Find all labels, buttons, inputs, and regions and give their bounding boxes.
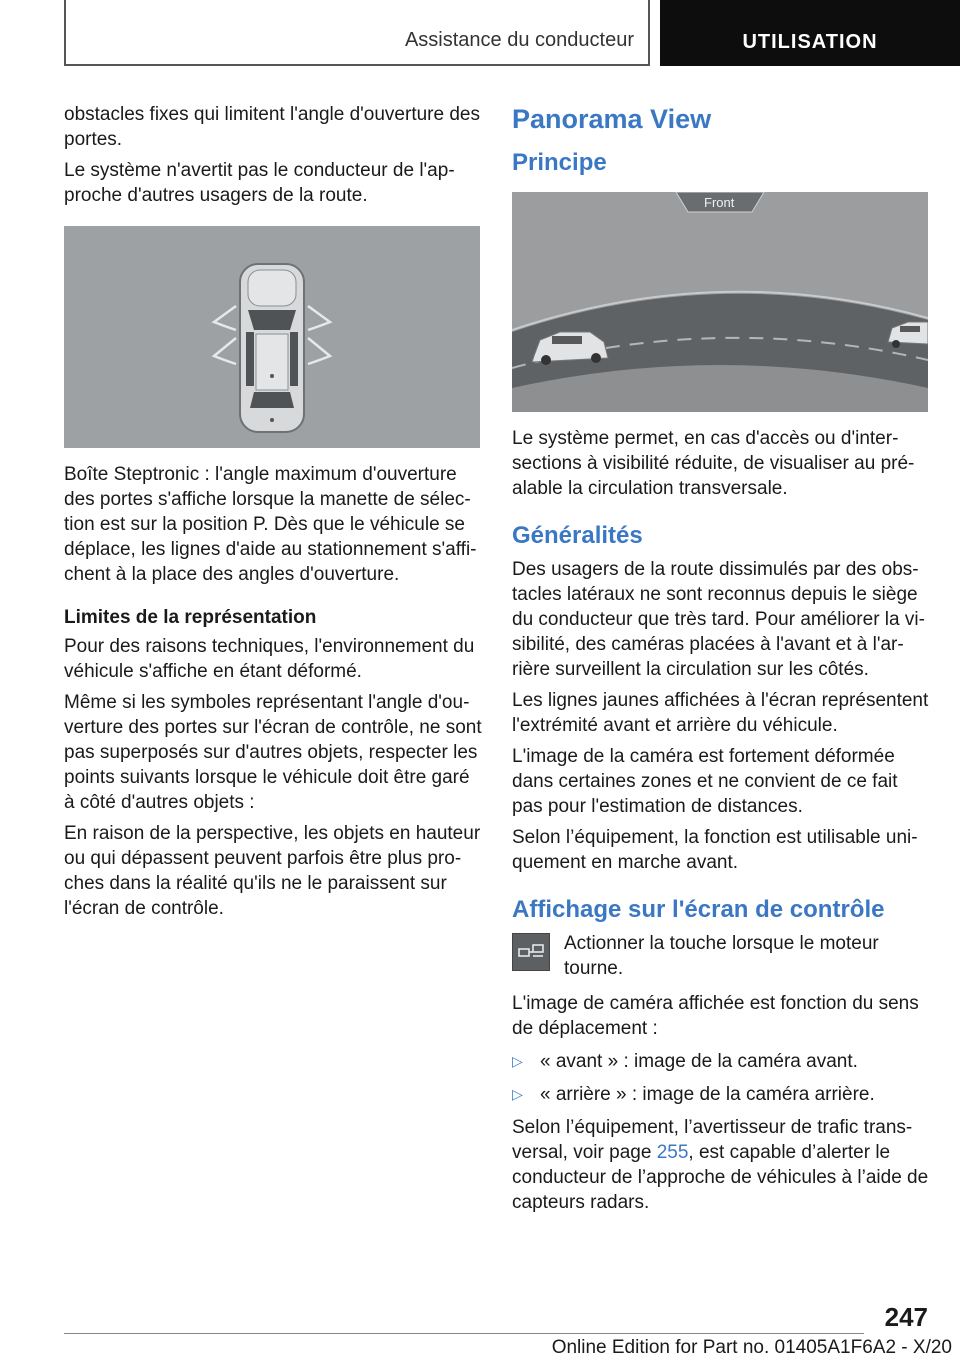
door-angle-figure (64, 226, 480, 448)
display-heading: Affichage sur l'écran de contrôle (512, 896, 885, 923)
header-section-title: Assistance du conducteur (404, 29, 634, 51)
right-paragraph-7 (512, 1115, 930, 1215)
panorama-camera-illustration (512, 192, 928, 412)
triangle-bullet-icon: ▷ (512, 1053, 523, 1069)
header-section-box (64, 0, 650, 66)
right-paragraph-1: Le système permet, en cas d'accès ou d'intersections à visibilité réduite, de visualiser au préalable la circulation transversale. (512, 428, 915, 499)
left-column (64, 102, 482, 927)
cross-traffic-text-end: , est capable d’alerter le conducteur de l’approche de véhicules à l’aide de capteurs radars. (512, 1142, 929, 1213)
car-top-view-illustration (64, 226, 480, 448)
right-paragraph-3: Les lignes jaunes affichées à l'écran représentent l'extrémité avant et arrière du véhicule. (512, 690, 929, 736)
left-paragraph-5: Même si les symboles représentant l'angle d'ouverture des portes sur l'écran de contrôle, ne sont pas superposés sur d'autres objets, respecter les points suivants lorsque le véhicule doit être garé à côté d'autres objets : (64, 692, 482, 813)
left-paragraph-2: Le système n'avertit pas le conducteur de l'approche d'autres usagers de la route. (64, 160, 455, 206)
left-paragraph-3: Boîte Steptronic : l'angle maximum d'ouverture des portes s'affiche lorsque la manette de sélection est sur la position P. Dès que le véhicule se déplace, les lignes d'aide au stationnement s'affichent à la place des angles d'ouverture. (64, 464, 477, 585)
page-link-255[interactable]: 255 (656, 1142, 689, 1163)
left-paragraph-4: Pour des raisons techniques, l'environnement du véhicule s'affiche en étant déformé. (64, 636, 475, 682)
section-title: Panorama View (512, 104, 712, 134)
footer-edition: Online Edition for Part no. 01405A1F6A2 - X/20 (551, 1337, 952, 1358)
camera-key-text: Actionner la touche lorsque le moteur tourne. (564, 933, 879, 979)
cross-traffic-text-start: Selon l’équipement, l’avertisseur de trafic transversal, voir page (512, 1117, 913, 1163)
page-number: 247 (884, 1302, 928, 1332)
generalites-heading: Généralités (512, 522, 643, 549)
camera-key-instruction (512, 931, 930, 981)
front-label: Front (704, 195, 735, 210)
right-paragraph-2: Des usagers de la route dissimulés par des obstacles latéraux ne sont reconnus depuis le siège du conducteur que très tard. Pour améliorer la visibilité, des caméras placées à l'avant et à l'arrière surveillent la circulation sur les côtés. (512, 559, 925, 680)
footer-divider (64, 1333, 864, 1334)
right-paragraph-6: L'image de caméra affichée est fonction du sens de déplacement : (512, 993, 919, 1039)
bullet-text: « avant » : image de la caméra avant. (540, 1051, 858, 1072)
limits-heading: Limites de la représentation (64, 607, 317, 628)
bullet-item-rear (512, 1082, 930, 1107)
camera-button-icon (512, 933, 550, 971)
right-paragraph-5: Selon l’équipement, la fonction est utilisable uniquement en marche avant. (512, 827, 918, 873)
right-paragraph-4: L'image de la caméra est fortement déformée dans certaines zones et ne convient de ce fait pas pour l'estimation de distances. (512, 746, 898, 817)
header-chapter-title: UTILISATION (742, 31, 878, 53)
panorama-figure (512, 192, 928, 412)
principe-heading: Principe (512, 149, 607, 176)
bullet-text: « arrière » : image de la caméra arrière. (540, 1084, 875, 1105)
left-paragraph-1: obstacles fixes qui limitent l'angle d'ouverture des portes. (64, 104, 480, 150)
right-column (512, 102, 930, 1221)
triangle-bullet-icon: ▷ (512, 1086, 523, 1102)
left-paragraph-6: En raison de la perspective, les objets en hauteur ou qui dépassent peuvent parfois être plus proches dans la réalité qu'ils ne le paraissent sur l'écran de contrôle. (64, 823, 481, 919)
bullet-item-front (512, 1049, 930, 1074)
header-chapter-tab (660, 0, 960, 66)
